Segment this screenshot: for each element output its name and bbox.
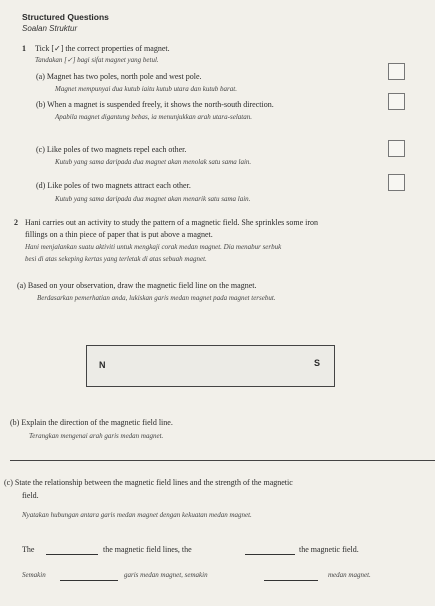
q1-instruction: Tick [✓] the correct properties of magnet.	[35, 44, 170, 53]
q2a-text-ms: Berdasarkan pemerhatian anda, lukiskan garis medan magnet pada magnet tersebut.	[37, 294, 276, 302]
q1a-tick-box[interactable]	[388, 63, 405, 80]
q1d-text: (d) Like poles of two magnets attract each other.	[36, 181, 191, 190]
q2c-blank-ms-1[interactable]	[60, 580, 118, 581]
q2c-text-ms: Nyatakan hubungan antara garis medan magnet dengan kekuatan medan magnet.	[22, 511, 252, 519]
q2-intro-ms-line2: besi di atas sekeping kertas yang terletak di atas sebuah magnet.	[25, 255, 207, 263]
q2c-fill-middle: the magnetic field lines, the	[103, 545, 192, 554]
q1d-text-ms: Kutub yang sama daripada dua magnet akan menarik satu sama lain.	[55, 195, 251, 203]
q1c-text-ms: Kutub yang sama daripada dua magnet akan menolak satu sama lain.	[55, 158, 252, 166]
q2c-blank-ms-2[interactable]	[264, 580, 318, 581]
q1c-text: (c) Like poles of two magnets repel each other.	[36, 145, 187, 154]
south-pole-label: S	[314, 358, 321, 368]
q2-intro-ms-line1: Hani menjalankan suatu aktiviti untuk mengkaji corak medan magnet. Dia menabur serbuk	[25, 243, 282, 251]
q1b-text-ms: Apabila magnet digantung bebas, ia menunjukkan arah utara-selatan.	[55, 113, 252, 121]
q2b-answer-line[interactable]	[10, 460, 435, 461]
q2c-blank-1[interactable]	[46, 554, 98, 555]
q2c-text-line2: field.	[22, 491, 39, 500]
magnet-north-half	[86, 345, 214, 387]
q2c-fill-the: The	[22, 545, 35, 554]
magnet-south-half	[212, 345, 335, 387]
north-pole-label: N	[99, 360, 106, 370]
q2-intro-line2: fillings on a thin piece of paper that is put above a magnet.	[25, 230, 213, 239]
q2-number: 2	[14, 218, 18, 227]
q1b-tick-box[interactable]	[388, 93, 405, 110]
q2c-blank-2[interactable]	[245, 554, 295, 555]
q2b-text: (b) Explain the direction of the magnetic field line.	[10, 418, 173, 427]
q1a-text: (a) Magnet has two poles, north pole and west pole.	[36, 72, 202, 81]
q2b-text-ms: Terangkan mengenai arah garis medan magnet.	[29, 432, 164, 440]
q1a-text-ms: Magnet mempunyai dua kutub iaitu kutub utara dan kutub barat.	[55, 85, 237, 93]
q2c-fill-ms-start: Semakin	[22, 571, 46, 579]
q1d-tick-box[interactable]	[388, 174, 405, 191]
q2c-fill-end: the magnetic field.	[299, 545, 359, 554]
q2-intro-line1: Hani carries out an activity to study the pattern of a magnetic field. She sprinkles some iron	[25, 218, 319, 227]
q2c-fill-ms-middle: garis medan magnet, semakin	[124, 571, 208, 579]
q1-number: 1	[22, 44, 26, 53]
q1-instruction-ms: Tandakan [✓] bagi sifat magnet yang betul.	[35, 56, 159, 64]
section-subtitle: Soalan Struktur	[22, 24, 78, 33]
q2c-text-line1: (c) State the relationship between the magnetic field lines and the strength of the magnetic	[4, 478, 293, 487]
q1b-text: (b) When a magnet is suspended freely, it shows the north-south direction.	[36, 100, 274, 109]
q2a-text: (a) Based on your observation, draw the magnetic field line on the magnet.	[17, 281, 257, 290]
q2c-fill-ms-end: medan magnet.	[328, 571, 371, 579]
section-title: Structured Questions	[22, 12, 109, 22]
q1c-tick-box[interactable]	[388, 140, 405, 157]
